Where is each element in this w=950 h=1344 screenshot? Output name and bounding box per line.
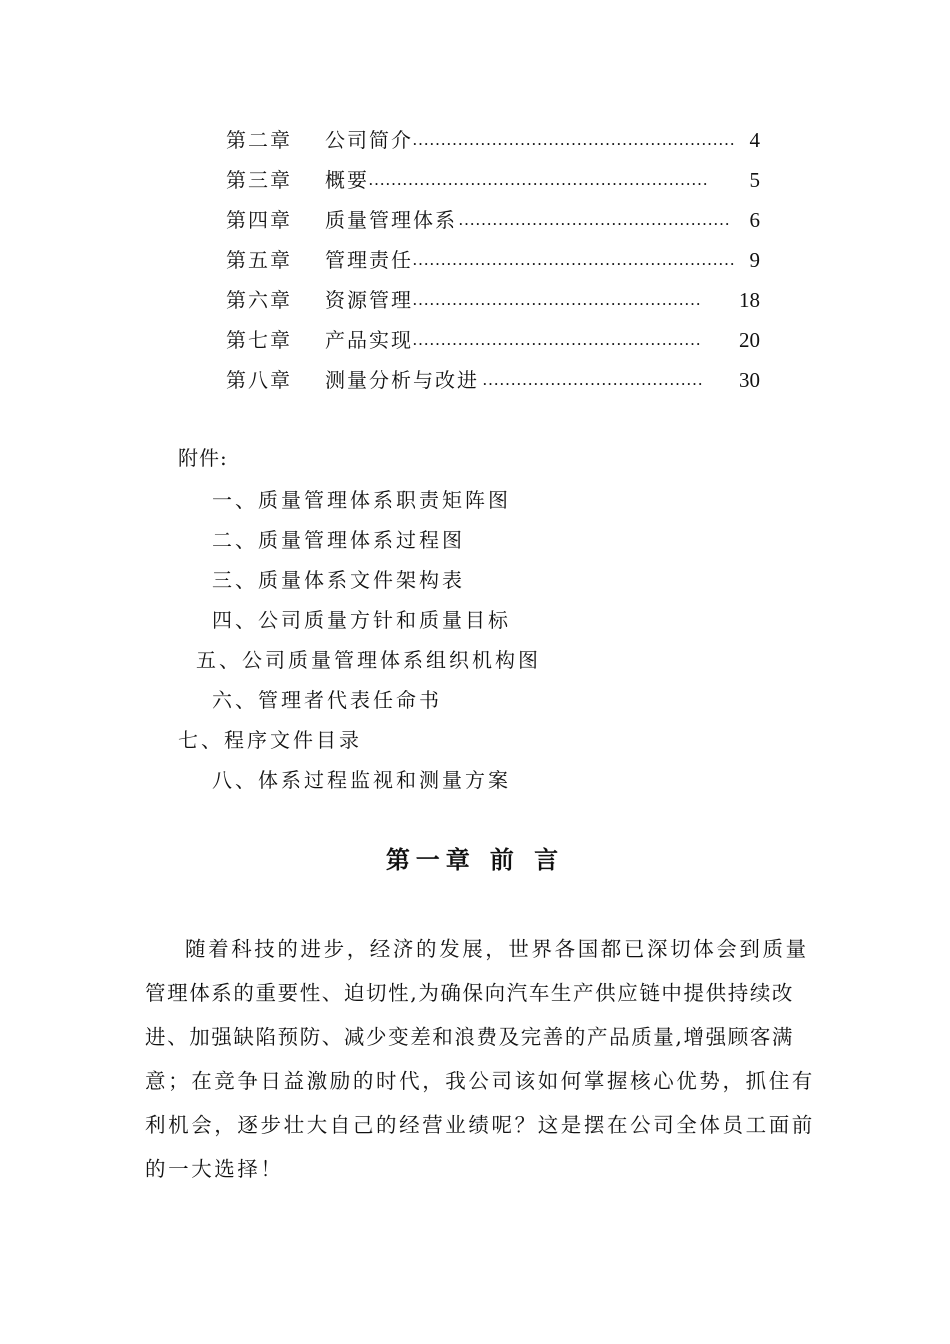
annex-item-2: 二、质量管理体系过程图 bbox=[212, 528, 465, 552]
toc-entry-chapter-3[interactable] bbox=[0, 160, 950, 200]
toc-chapter-title: 概要 bbox=[325, 168, 369, 192]
paragraph-line: 进、加强缺陷预防、减少变差和浪费及完善的产品质量,增强顾客满 bbox=[145, 1025, 795, 1049]
toc-leader-dots: ………………………………… bbox=[482, 370, 703, 389]
toc-entry-chapter-5[interactable] bbox=[0, 240, 950, 280]
paragraph-line: 意；在竞争日益激励的时代，我公司该如何掌握核心优势，抓住有 bbox=[145, 1069, 815, 1093]
toc-chapter-number: 第五章 bbox=[226, 248, 292, 272]
toc-page-number: 30 bbox=[739, 368, 760, 392]
toc-page-number: 9 bbox=[749, 248, 760, 272]
toc-leader-dots: ………………………………………… bbox=[458, 210, 730, 229]
chapter-heading-title: 前 言 bbox=[489, 846, 565, 874]
toc-leader-dots: …………………………………………… bbox=[412, 330, 701, 349]
paragraph-line: 随着科技的进步，经济的发展，世界各国都已深切体会到质量 bbox=[185, 937, 809, 961]
toc-chapter-number: 第二章 bbox=[226, 128, 292, 152]
toc-page-number: 18 bbox=[739, 288, 760, 312]
toc-entry-chapter-7[interactable] bbox=[0, 320, 950, 360]
annex-item-3: 三、质量体系文件架构表 bbox=[212, 568, 465, 592]
toc-leader-dots: ………………………………………………… bbox=[412, 250, 735, 269]
toc-leader-dots: …………………………………………………… bbox=[368, 170, 708, 189]
toc-entry-chapter-2[interactable] bbox=[0, 120, 950, 160]
toc-chapter-title: 公司简介 bbox=[325, 128, 413, 152]
toc-chapter-number: 第四章 bbox=[226, 208, 292, 232]
annex-heading: 附件: bbox=[178, 446, 228, 470]
toc-chapter-number: 第三章 bbox=[226, 168, 292, 192]
toc-chapter-title: 测量分析与改进 bbox=[325, 368, 479, 392]
paragraph-line: 的一大选择！ bbox=[145, 1157, 284, 1181]
paragraph-line: 管理体系的重要性、迫切性,为确保向汽车生产供应链中提供持续改 bbox=[145, 981, 795, 1005]
chapter-heading bbox=[0, 840, 950, 875]
annex-item-6: 六、管理者代表任命书 bbox=[212, 688, 442, 712]
toc-chapter-number: 第七章 bbox=[226, 328, 292, 352]
annex-item-1: 一、质量管理体系职责矩阵图 bbox=[212, 488, 511, 512]
toc-page-number: 6 bbox=[749, 208, 760, 232]
toc-chapter-number: 第六章 bbox=[226, 288, 292, 312]
toc-chapter-title: 管理责任 bbox=[325, 248, 413, 272]
toc-chapter-title: 质量管理体系 bbox=[325, 208, 457, 232]
toc-leader-dots: ………………………………………………… bbox=[412, 130, 735, 149]
annex-item-5: 五、公司质量管理体系组织机构图 bbox=[196, 648, 541, 672]
toc-chapter-number: 第八章 bbox=[226, 368, 292, 392]
toc-chapter-title: 资源管理 bbox=[325, 288, 413, 312]
paragraph-line: 利机会，逐步壮大自己的经营业绩呢？这是摆在公司全体员工面前 bbox=[145, 1113, 815, 1137]
toc-page-number: 5 bbox=[749, 168, 760, 192]
toc-entry-chapter-6[interactable] bbox=[0, 280, 950, 320]
toc-page-number: 20 bbox=[739, 328, 760, 352]
annex-item-8: 八、体系过程监视和测量方案 bbox=[212, 768, 511, 792]
toc-entry-chapter-4[interactable] bbox=[0, 200, 950, 240]
annex-item-4: 四、公司质量方针和质量目标 bbox=[212, 608, 511, 632]
annex-item-7: 七、程序文件目录 bbox=[178, 728, 362, 752]
toc-chapter-title: 产品实现 bbox=[325, 328, 413, 352]
toc-entry-chapter-8[interactable] bbox=[0, 360, 950, 400]
toc-page-number: 4 bbox=[749, 128, 760, 152]
toc-leader-dots: …………………………………………… bbox=[412, 290, 701, 309]
chapter-heading-number: 第一章 bbox=[385, 846, 476, 874]
